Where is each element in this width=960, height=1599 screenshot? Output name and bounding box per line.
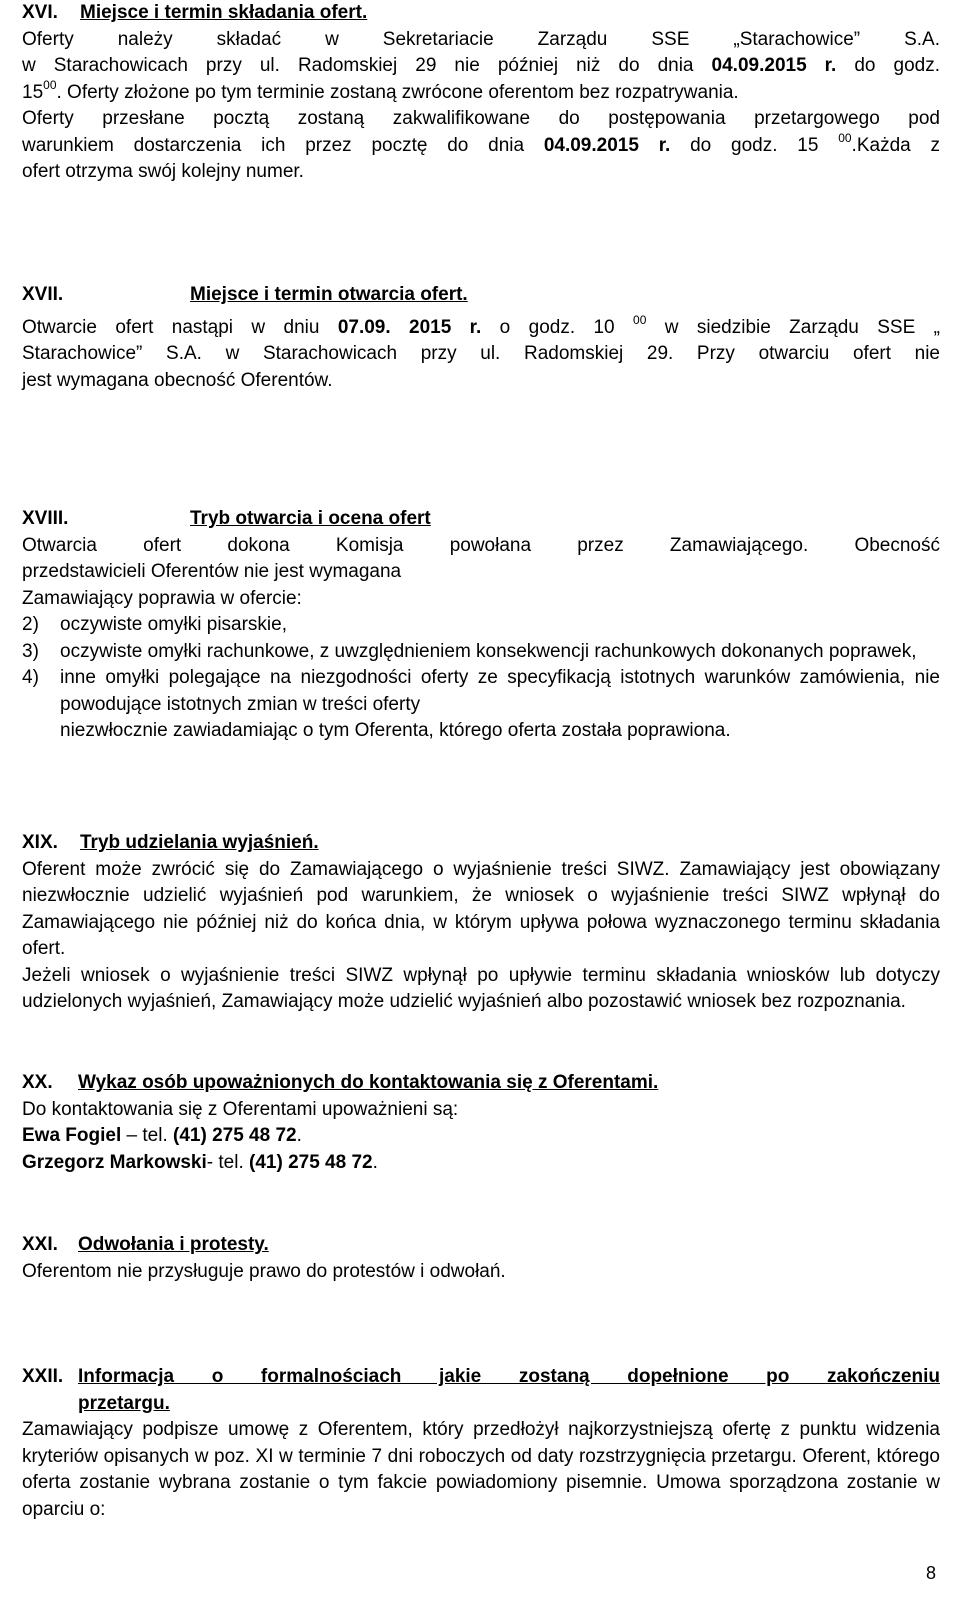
section-xvi-line-1: Oferty należy składać w Sekretariacie Zarządu SSE „Starachowice” S.A. bbox=[22, 28, 940, 50]
section-xvi-header bbox=[22, 0, 940, 27]
section-xix-header bbox=[22, 830, 940, 857]
page-number: 8 bbox=[925, 1563, 936, 1583]
section-xxii-title: Informacja o formalnościach jakie zostaną dopełnione po zakończeniu bbox=[78, 1366, 940, 1387]
section-xx-header bbox=[22, 1070, 940, 1097]
section-xvi-line-4: Oferty przesłane pocztą zostaną zakwalifikowane do postępowania przetargowego pod bbox=[22, 108, 940, 129]
section-xx-line-1: Do kontaktowania się z Oferentami upoważnieni są: bbox=[22, 1098, 459, 1120]
section-xviii-number: XVIII. bbox=[22, 508, 69, 529]
section-xxi-title: Odwołania i protesty. bbox=[78, 1234, 269, 1255]
section-xvi-line-2: w Starachowicach przy ul. Radomskiej 29 nie później niż do dnia 04.09.2015 r. do godz. bbox=[22, 55, 941, 76]
section-xvii-title: Miejsce i termin otwarcia ofert. bbox=[190, 284, 468, 305]
section-xvii-number: XVII. bbox=[22, 284, 64, 305]
contact-2: Grzegorz Markowski- tel. (41) 275 48 72. bbox=[22, 1151, 378, 1173]
section-xviii-line-2: przedstawicieli Oferentów nie jest wymagana bbox=[22, 561, 402, 582]
section-xxi bbox=[22, 1232, 940, 1285]
section-xix-paragraph-2: Jeżeli wniosek o wyjaśnienie treści SIWZ wpłynął po upływie terminu składania wniosków lub dotyczy udzielonych wyjaśnień, Zamawiający może udzielić wyjaśnień albo pozostawić wniosek bez rozpoznania. bbox=[22, 964, 940, 1012]
section-xviii bbox=[22, 506, 940, 745]
section-xxii-number: XXII. bbox=[22, 1366, 64, 1387]
section-xix-number: XIX. bbox=[22, 832, 58, 853]
section-xxii-paragraph-1: Zamawiający podpisze umowę z Oferentem, który przedłożył najkorzystniejszą ofertę z punktu widzenia kryteriów opisanych w poz. XI w terminie 7 dni roboczych od daty rozstrzygnięcia przetargu. Oferent, którego oferta zostanie wybrana zostanie o tym fakcie powiadomiony pisemnie. Umowa sporządzona zostanie w oparciu o: bbox=[22, 1419, 940, 1520]
section-xx-number: XX. bbox=[22, 1072, 53, 1093]
section-xvi-number: XVI. bbox=[22, 2, 58, 23]
contact-1: Ewa Fogiel – tel. (41) 275 48 72. bbox=[22, 1125, 302, 1146]
list-item: 4) inne omyłki polegające na niezgodności oferty ze specyfikacją istotnych warunków zamówienia, nie powodujące istotnych zmian w treści oferty bbox=[22, 667, 940, 715]
section-xxii-title-cont: przetargu. bbox=[78, 1392, 170, 1414]
section-xix-paragraph-1: Oferent może zwrócić się do Zamawiającego o wyjaśnienie treści SIWZ. Zamawiający jest obowiązany niezwłocznie udzielić wyjaśnień pod warunkiem, że wniosek o wyjaśnienie treści SIWZ wpłynął do Zamawiającego nie później niż do końca dnia, w którym upływa połowa wyznaczonego terminu składania ofert. bbox=[22, 858, 940, 959]
section-xxi-line-1: Oferentom nie przysługuje prawo do protestów i odwołań. bbox=[22, 1260, 506, 1282]
section-xviii-line-4: niezwłocznie zawiadamiając o tym Oferenta, którego oferta została poprawiona. bbox=[60, 720, 731, 741]
section-xviii-header bbox=[22, 506, 940, 533]
section-xviii-title: Tryb otwarcia i ocena ofert bbox=[190, 508, 431, 529]
section-xvi bbox=[22, 0, 940, 186]
section-xxii-header bbox=[22, 1364, 940, 1391]
section-xvi-line-6: ofert otrzyma swój kolejny numer. bbox=[22, 161, 304, 182]
section-xxi-number: XXI. bbox=[22, 1234, 58, 1255]
section-xix bbox=[22, 830, 940, 1016]
section-xxii bbox=[22, 1364, 940, 1523]
section-xviii-line-3: Zamawiający poprawia w ofercie: bbox=[22, 587, 302, 609]
section-xvi-title: Miejsce i termin składania ofert. bbox=[80, 2, 368, 23]
list-item: 3) oczywiste omyłki rachunkowe, z uwzględnieniem konsekwencji rachunkowych dokonanych poprawek, bbox=[22, 640, 917, 662]
section-xx bbox=[22, 1070, 940, 1176]
section-xvi-line-5: warunkiem dostarczenia ich przez pocztę do dnia 04.09.2015 r. do godz. 15 $^{00}$.Każda z bbox=[22, 130, 940, 156]
section-xx-title: Wykaz osób upoważnionych do kontaktowania się z Oferentami. bbox=[78, 1072, 659, 1093]
section-xvii-line-2: Starachowice” S.A. w Starachowicach przy ul. Radomskiej 29. Przy otwarciu ofert nie bbox=[22, 343, 940, 364]
section-xvi-line-3: $15^{00}$. Oferty złożone po tym terminie zostaną zwrócone oferentom bez rozpatrywania. bbox=[22, 77, 739, 103]
list-item: 2) oczywiste omyłki pisarskie, bbox=[22, 614, 287, 635]
section-xvii bbox=[22, 282, 940, 394]
section-xvii-line-3: jest wymagana obecność Oferentów. bbox=[22, 369, 333, 391]
section-xvii-line-1: Otwarcie ofert nastąpi w dniu 07.09. 2015 r. o godz. 10 $^{00}$ w siedzibie Zarządu SSE „ bbox=[22, 312, 940, 338]
section-xviii-line-1: Otwarcia ofert dokona Komisja powołana przez Zamawiającego. Obecność bbox=[22, 534, 940, 556]
section-xvii-header bbox=[22, 282, 940, 309]
section-xix-title: Tryb udzielania wyjaśnień. bbox=[80, 832, 319, 853]
section-xxi-header bbox=[22, 1232, 940, 1259]
